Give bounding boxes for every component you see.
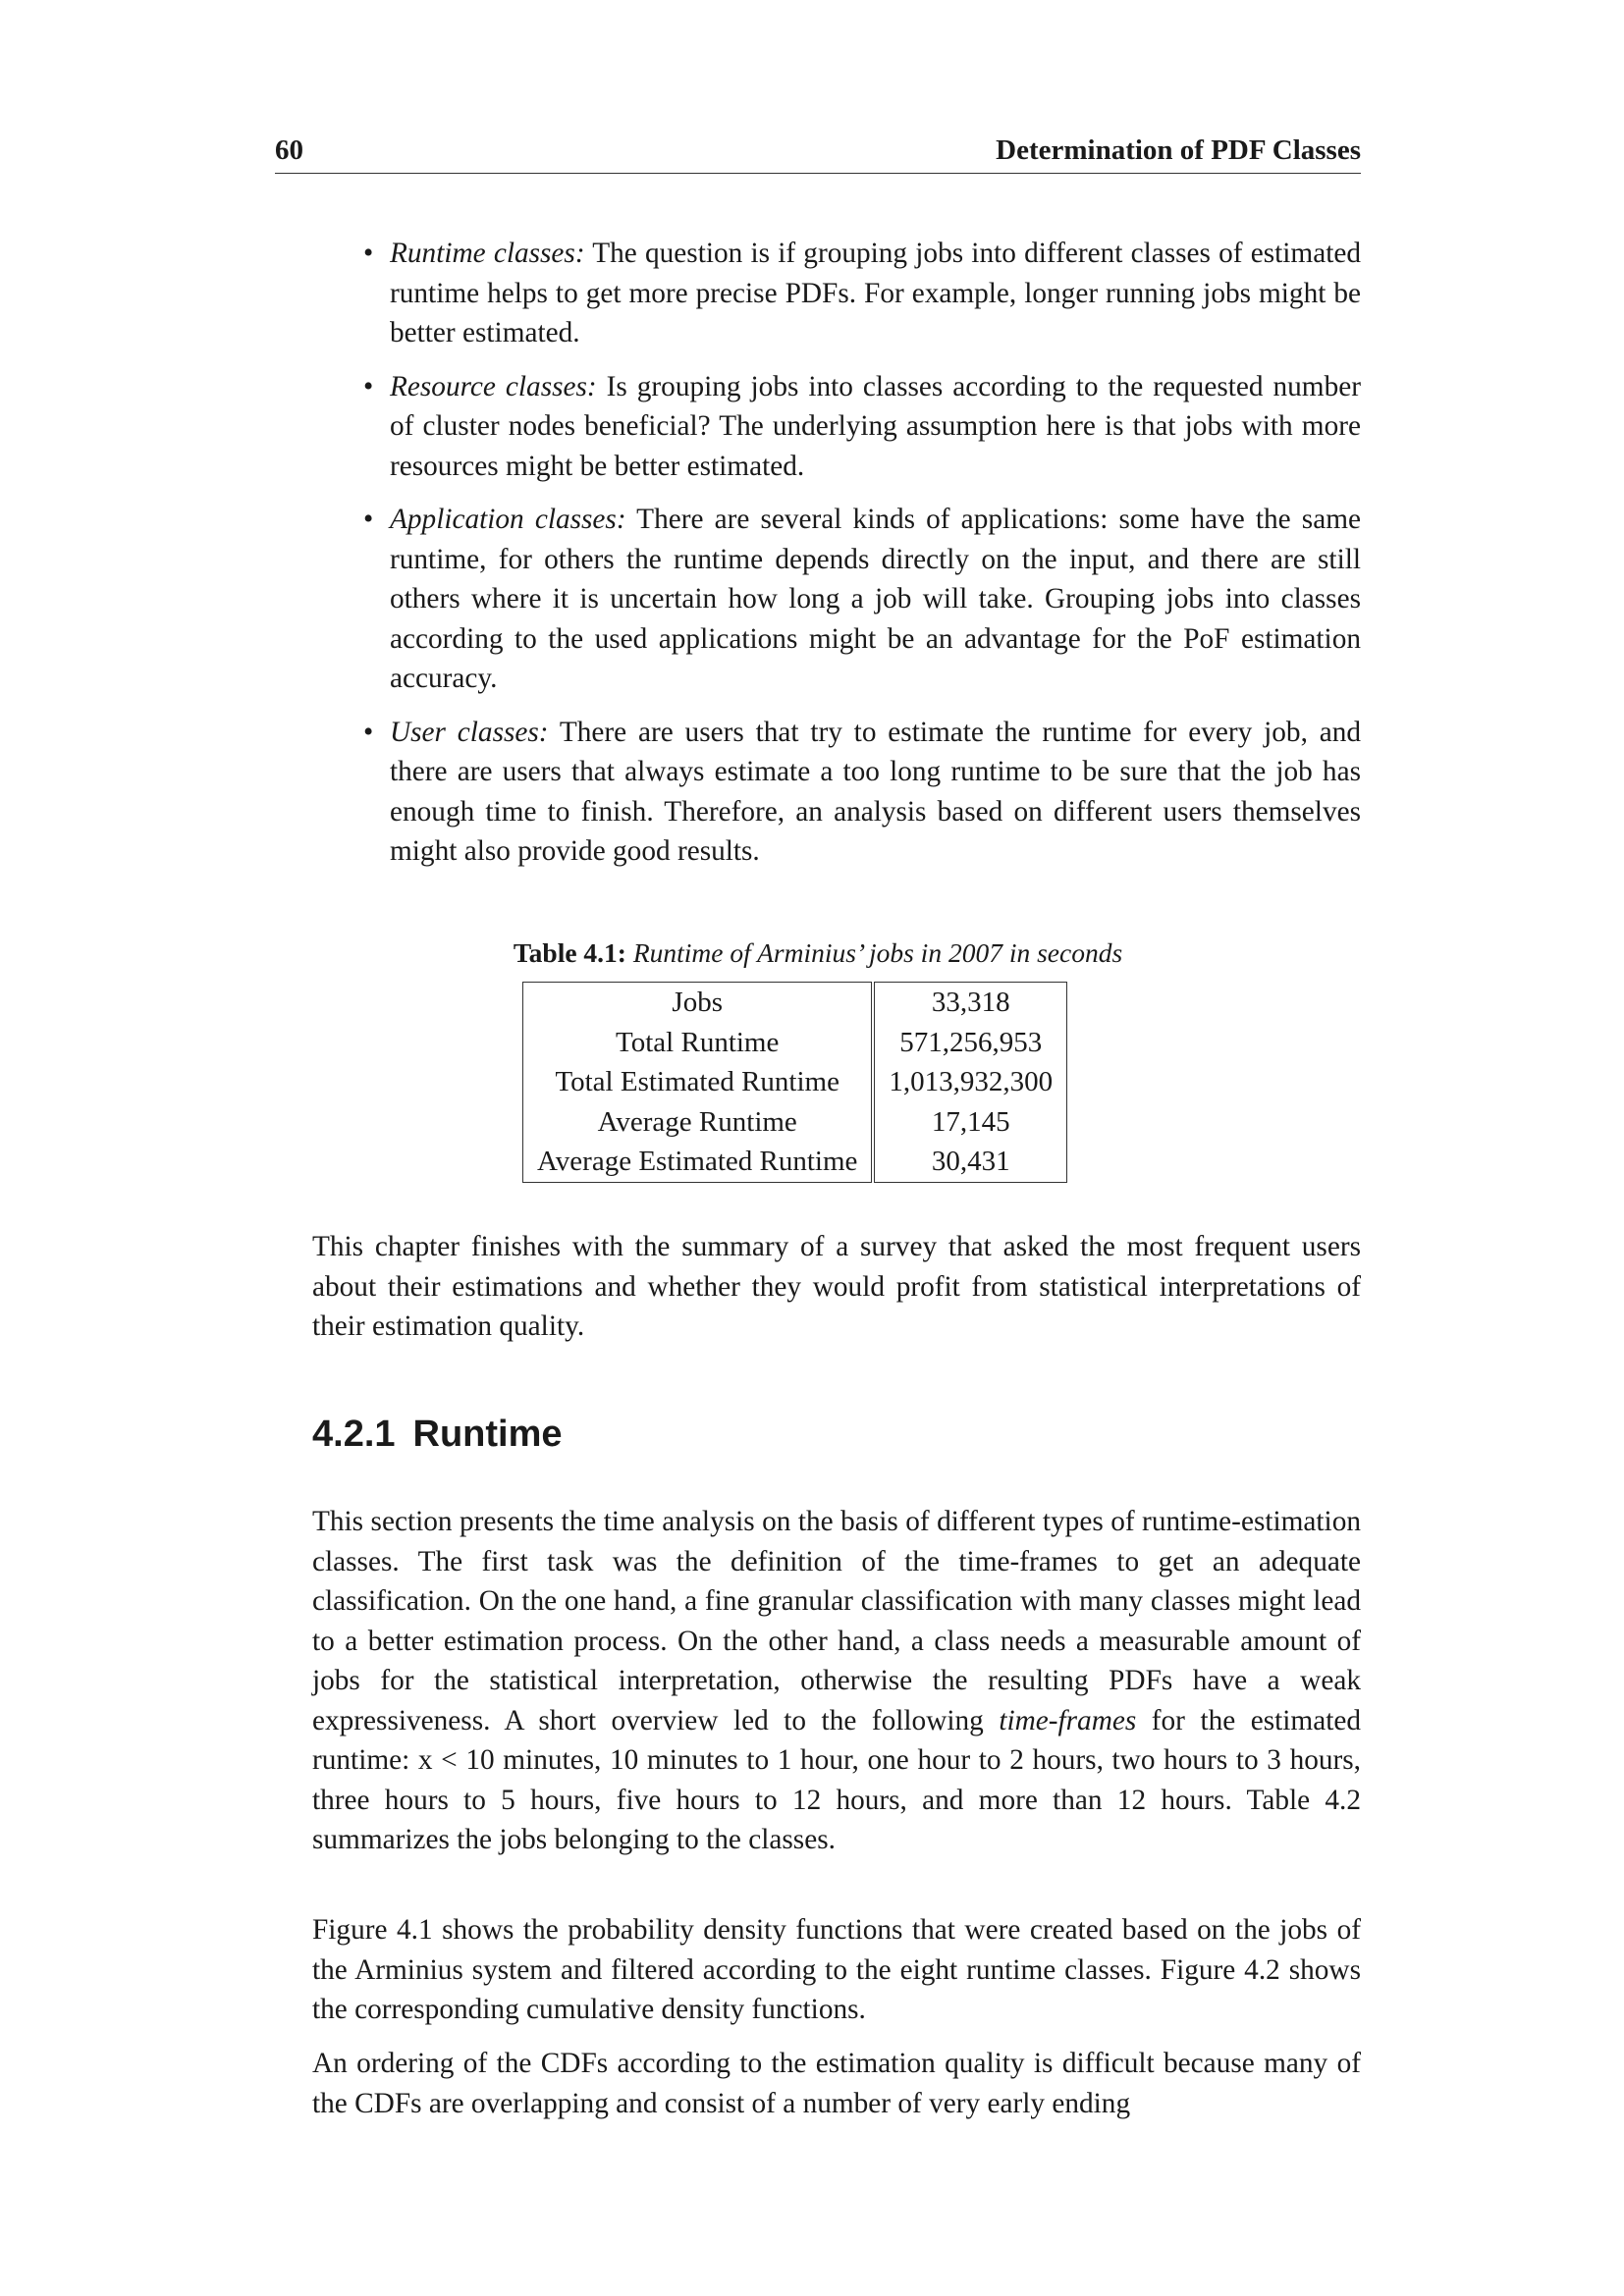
bullet-icon: • [363,370,374,402]
table-row [523,1142,1067,1182]
table-caption [275,937,1361,969]
paragraph-text: for the estimated runtime: x < 10 minutes, 10 minutes to 1 hour, one hour to 2 hours, two hours to 3 hours, three hours to 5 hours, five hours to 12 hours, and more than 12 hours. Table 4.2 summarizes the jobs belonging to the classes. [312,1704,1362,1855]
paragraph-text: This section presents the time analysis on the basis of different types of runtime-estimation classes. The first task was the definition of the time-frames to get an adequate classification. On the one hand, a fine granular classification with many classes might lead to a better estimation process. On the other hand, a class needs a measurable amount of jobs for the statistical interpretation, otherwise the resulting PDFs have a weak expressiveness. A short overview led to the following [312,1506,1361,1736]
bullet-text: There are users that try to estimate the runtime for every job, and there are users that always estimate a too long runtime to be sure that the job has enough time to finish. Therefore, an analysis based on different users themselves might also provide good results. [390,716,1362,867]
page-number: 60 [275,134,303,166]
runtime-table [522,982,1067,1183]
runtime-paragraph-3: An ordering of the CDFs according to the estimation quality is difficult because many of the CDFs are overlapping and consist of a number of very early ending [312,2048,1361,2119]
list-item [353,500,1361,699]
table-row [523,983,1067,1023]
section-heading [312,1414,563,1456]
list-item [353,367,1361,487]
chapter-title: Determination of PDF Classes [996,134,1361,166]
table-row [523,1062,1067,1102]
bullet-text: There are several kinds of applications: some have the same runtime, for others the runtime depends directly on the input, and there are still others where it is uncertain how long a job will take. Grouping jobs into classes according to the used applications might be an advantage for the PoF estimation accuracy. [390,504,1361,694]
section-title: Runtime [412,1414,563,1455]
section-number: 4.2.1 [312,1414,396,1455]
class-bullet-list [353,234,1361,885]
row-label: Average Runtime [523,1102,874,1143]
row-value: 33,318 [931,987,1010,1018]
list-item [353,234,1361,353]
bullet-term: Application classes: [390,504,626,535]
bullet-text: The question is if grouping jobs into different classes of estimated runtime helps to get more precise PDFs. For example, longer running jobs might be better estimated. [390,238,1362,348]
table-caption-label: Table 4.1: [513,937,626,968]
table-row [523,1102,1067,1143]
row-value: 571,256,953 [899,1026,1043,1058]
runtime-paragraph-2: Figure 4.1 shows the probability density functions that were created based on the jobs of the Arminius system and filtered according to the eight runtime classes. Figure 4.2 shows the corresponding cumulative density functions. [312,1914,1361,2025]
bullet-icon: • [363,716,374,748]
page-header [275,130,1361,174]
row-value: 1,013,932,300 [889,1066,1054,1098]
row-label: Total Estimated Runtime [523,1062,874,1102]
bullet-term: User classes: [390,716,549,748]
bullet-term: Resource classes: [390,370,597,402]
paragraph-term: time-frames [999,1704,1137,1736]
row-value: 17,145 [931,1105,1010,1138]
bullet-icon: • [363,504,374,535]
table-caption-text: Runtime of Arminius’ jobs in 2007 in seconds [632,937,1123,968]
list-item [353,713,1361,872]
row-label: Average Estimated Runtime [523,1142,874,1182]
bullet-text: Is grouping jobs into classes according to the requested number of cluster nodes beneficial? The underlying assumption here is that jobs with more resources might be better estimated. [390,370,1361,482]
bullet-term: Runtime classes: [390,238,585,269]
row-label: Total Runtime [523,1023,874,1063]
bullet-icon: • [363,238,374,269]
summary-paragraph: This chapter finishes with the summary of a survey that asked the most frequent users about their estimations and whether they would profit from statistical interpretations of their estimation quality. [312,1231,1361,1342]
runtime-paragraph-1 [312,1502,1361,1860]
table-row [523,1023,1067,1063]
row-label: Jobs [523,983,874,1023]
row-value: 30,431 [931,1146,1010,1178]
